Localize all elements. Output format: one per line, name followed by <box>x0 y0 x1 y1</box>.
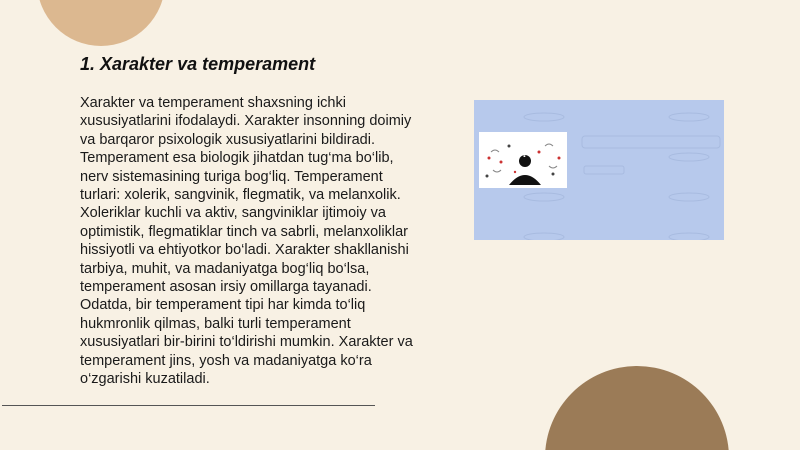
illustration-image <box>474 100 724 240</box>
svg-text:?: ? <box>521 146 529 160</box>
decorative-circle-bottom <box>545 366 729 450</box>
thinking-person-card <box>479 132 567 188</box>
slide-title: 1. Xarakter va temperament <box>80 54 316 74</box>
thinking-person-question-icon <box>479 132 567 188</box>
divider-line <box>2 405 375 406</box>
decorative-circle-top <box>37 0 165 46</box>
slide-body-text: Xarakter va temperament shaxsning ichki xususiyatlarini ifodalaydi. Xarakter insonning doimiy va barqaror psixologik xususiyatlarini bildiradi. Temperament esa biologik jihatdan tug‘ma bo‘lib, nerv sistemasining turiga bog‘liq. Temperament turlari: xolerik, sangvinik, flegmatik, va melanxolik. Xoleriklar kuchli va aktiv, sangviniklar ijtimoiy va optimistik, flegmatiklar tinch va sabrli, melanxoliklar hissiyotli va ehtiyotkor bo‘ladi. Xarakter shakllanishi tarbiya, muhit, va madaniyatga bog‘liq bo‘lsa, temperament asosan irsiy omillarga tayanadi. Odatda, bir temperament tipi har kimda to‘liq hukmronlik qilmas, balki turli temperament xususiyatlari bir-birini to‘ldirishi mumkin. Xarakter va temperament jins, yosh va madaniyatga ko‘ra o‘zgarishi kuzatiladi. <box>80 95 413 388</box>
